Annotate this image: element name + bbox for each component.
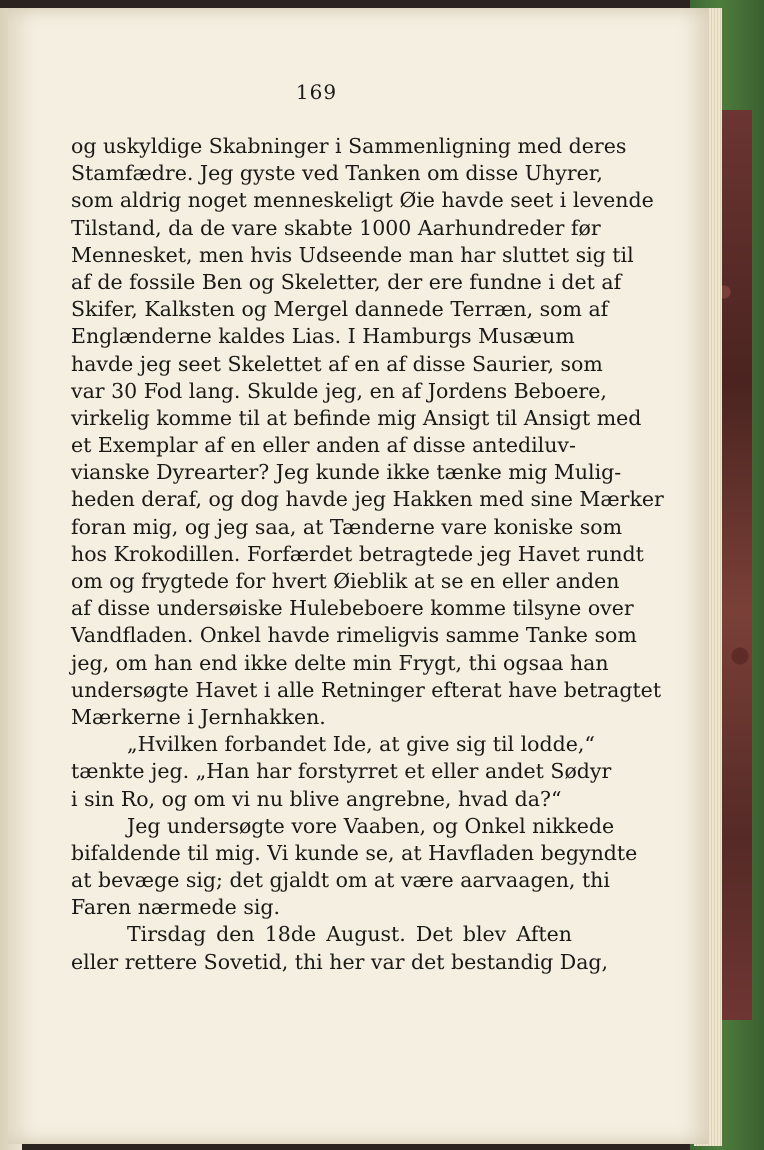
text-line: var 30 Fod lang. Skulde jeg, en af Jordens Beboere,: [71, 378, 607, 403]
text-line: jeg, om han end ikke delte min Frygt, thi ogsaa han: [71, 650, 609, 675]
text-line: eller rettere Sovetid, thi her var det bestandig Dag,: [71, 949, 609, 974]
text-line: foran mig, og jeg saa, at Tænderne vare koniske som: [71, 514, 623, 539]
text-line: Vandfladen. Onkel havde rimeligvis samme Tanke som: [71, 623, 637, 648]
text-line: havde jeg seet Skelettet af en af disse Saurier, som: [71, 351, 603, 376]
text-line: hos Krokodillen. Forfærdet betragtede jeg Havet rundt: [71, 541, 644, 566]
text-line: i sin Ro, og om vi nu blive angrebne, hvad da?“: [71, 786, 562, 811]
text-line: Englænderne kaldes Lias. I Hamburgs Musæum: [71, 324, 575, 349]
text-line: undersøgte Havet i alle Retninger efterat have betragtet: [71, 677, 662, 702]
text-line: bifaldende til mig. Vi kunde se, at Havfladen begyndte: [71, 840, 638, 865]
text-line: virkelig komme til at befinde mig Ansigt til Ansigt med: [71, 405, 642, 430]
text-line: Tilstand, da de vare skabte 1000 Aarhundreder før: [71, 215, 601, 240]
text-line: om og frygtede for hvert Øieblik at se en eller anden: [71, 569, 620, 593]
body-text: [71, 133, 664, 976]
text-line: af de fossile Ben og Skeletter, der ere fundne i det af: [71, 269, 622, 294]
text-line: at bevæge sig; det gjaldt om at være aarvaagen, thi: [71, 868, 610, 893]
text-line: heden deraf, og dog havde jeg Hakken med sine Mærker: [71, 487, 664, 512]
text-line: Mærkerne i Jernhakken.: [71, 704, 326, 729]
text-line: Stamfædre. Jeg gyste ved Tanken om disse Uhyrer,: [71, 161, 603, 186]
text-line: Mennesket, men hvis Udseende man har sluttet sig til: [71, 242, 634, 267]
text-line: Jeg undersøgte vore Vaaben, og Onkel nikkede: [127, 813, 615, 838]
book-page: [8, 8, 708, 1144]
text-line: „Hvilken forbandet Ide, at give sig til lodde,“: [127, 732, 595, 757]
text-line: vianske Dyrearter? Jeg kunde ikke tænke mig Mulig-: [71, 460, 622, 485]
text-line: som aldrig noget menneskeligt Øie havde seet i levende: [71, 188, 654, 213]
text-line: tænkte jeg. „Han har forstyrret et eller andet Sødyr: [71, 759, 612, 784]
page-number: 169: [295, 80, 338, 104]
text-line: et Exemplar af en eller anden af disse antediluv-: [71, 433, 576, 458]
text-line: Faren nærmede sig.: [71, 895, 281, 920]
text-line: af disse undersøiske Hulebeboere komme tilsyne over: [71, 596, 634, 621]
text-line: Skifer, Kalksten og Mergel dannede Terræn, som af: [71, 297, 609, 322]
text-line: Tirsdag den 18de August. Det blev Aften: [127, 922, 572, 947]
text-line: og uskyldige Skabninger i Sammenligning med deres: [71, 134, 627, 158]
